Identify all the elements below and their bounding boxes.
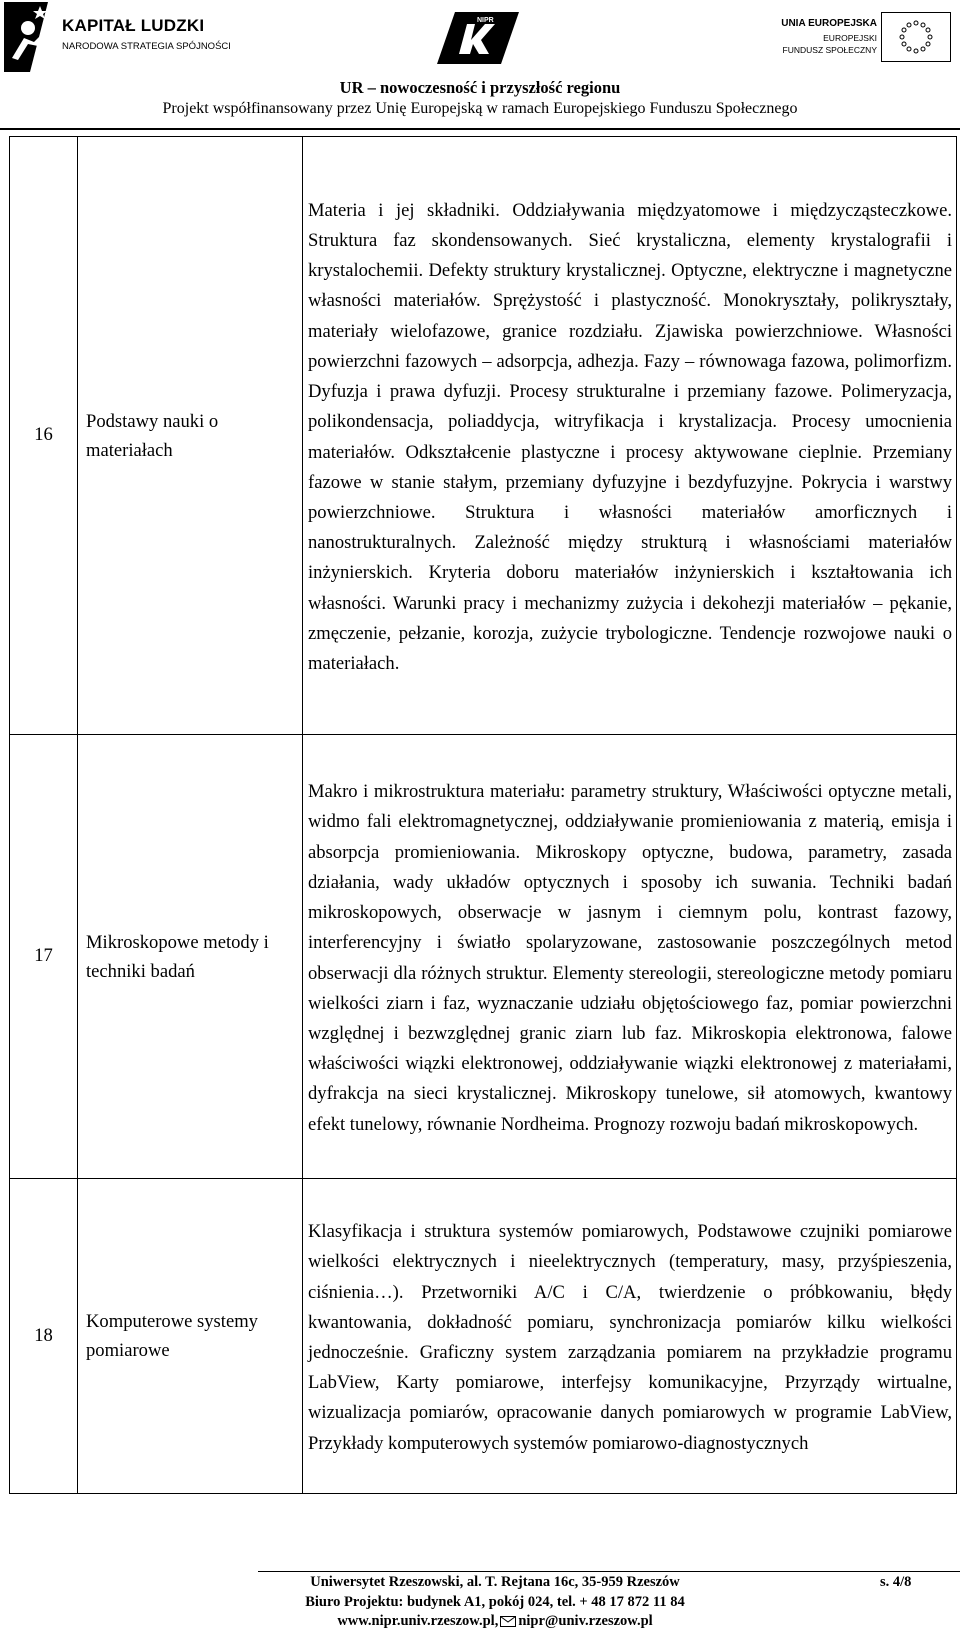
eu-logo-line3: FUNDUSZ SPOŁECZNY <box>782 45 877 55</box>
eu-logo <box>735 8 955 64</box>
table-row <box>10 137 957 735</box>
envelope-icon <box>500 1616 516 1627</box>
footer-email-link[interactable]: nipr@univ.rzeszow.pl <box>518 1613 653 1629</box>
footer-office: Biuro Projektu: budynek A1, pokój 024, tel. + 48 17 872 11 84 <box>305 1594 685 1610</box>
table-row <box>10 1179 957 1494</box>
row-number: 18 <box>10 1179 78 1494</box>
kapital-ludzki-subtitle: NARODOWA STRATEGIA SPÓJNOŚCI <box>62 41 231 52</box>
kapital-ludzki-title: KAPITAŁ LUDZKI <box>62 16 205 35</box>
row-subject: Komputerowe systemy pomiarowe <box>78 1179 303 1494</box>
row-number: 16 <box>10 137 78 735</box>
eu-flag-icon <box>881 12 951 62</box>
row-description: Klasyfikacja i struktura systemów pomiarowych, Podstawowe czujniki pomiarowe wielkości elektrycznych i nieelektrycznych (temperatury, masy, przyśpieszenia, ciśnienia…). Przetworniki A/C i C/A, twierdzenie o próbkowaniu, błędy kwantowania, dokładność pomiaru, synchronizacja pomiarów kilku wielkości jednocześnie. Graficzny system zarządzania pomiarem na przykładzie programu LabView, Karty pomiarowe, interfejsy komunikacyjne, Przyrządy wirtualne, wizualizacja pomiarów, opracowanie danych pomiarowych w programie LabView, Przykłady komputerowych systemów pomiarowo-diagnostycznych <box>303 1179 957 1494</box>
footer-address: Uniwersytet Rzeszowski, al. T. Rejtana 16c, 35-959 Rzeszów <box>310 1574 680 1590</box>
nipr-logo-icon <box>437 10 521 66</box>
kapital-ludzki-logo <box>4 2 231 72</box>
course-content-table <box>9 136 957 1494</box>
row-description: Materia i jej składniki. Oddziaływania międzyatomowe i międzycząsteczkowe. Struktura faz skondensowanych. Sieć krystaliczna, elementy krystalografii i krystalochemii. Defekty struktury krystalicznej. Optyczne, elektryczne i magnetyczne własności materiałów. Sprężystość i plastyczność. Monokryształy, polikryształy, materiały wielofazowe, granice rozdziału. Zjawiska powierzchniowe. Własności powierzchni fazowych – adsorpcja, adhezja. Fazy – równowaga fazowa, polimorfizm. Dyfuzja i prawa dyfuzji. Procesy strukturalne i przemiany fazowe. Polimeryzacja, polikondensacja, poliaddycja, witryfikacja i krystalizacja. Procesy umocnienia materiałów. Odkształcenie plastyczne i procesy aktywowane cieplnie. Przemiany fazowe w stanie stałym, przemiany dyfuzyjne i bezdyfuzyjne. Pokrycia i warstwy powierzchniowe. Struktura i własności materiałów amorficznych i nanostrukturalnych. Zależność między strukturą i własnościami materiałów inżynierskich. Kryteria doboru materiałów inżynierskich i kształtowania ich własności. Warunki pracy i mechanizmy zużycia i dekohezji materiałów – pękanie, zmęczenie, pełzanie, korozja, zużycie trybologiczne. Tendencje rozwojowe nauki o materiałach. <box>303 137 957 735</box>
table-row <box>10 735 957 1179</box>
nipr-logo-text: NIPR <box>477 17 494 24</box>
page-number: s. 4/8 <box>880 1574 912 1590</box>
row-description: Makro i mikrostruktura materiału: parametry struktury, Właściwości optyczne metali, widmo fali elektromagnetycznej, oddziaływanie promieniowania z materią, emisja i absorpcja promieniowania. Mikroskopy optyczne, budowa, parametry, zasada działania, wady układów optycznych i sposoby ich suwania. Techniki badań mikroskopowych, obserwacje w jasnym i ciemnym polu, kontrast fazowy, interferencyjny i światło spolaryzowane, zastosowanie poszczególnych metod obserwacji dla różnych struktur. Elementy stereologii, stereologiczne metody pomiaru wielkości ziarn i faz, wyznaczanie udziału objętościowego faz, pomiar powierzchni względnej i bezwzględnej granic ziarn lub faz. Mikroskopia elektronowa, falowe właściwości wiązki elektronowej, oddziaływanie wiązki elektronowej z materiałami, dyfrakcja na sieci krystalicznej. Mikroskopy tunelowe, sił atomowych, kwantowy efekt tunelowy, równanie Nordheima. Prognozy rozwoju badań mikroskopowych. <box>303 735 957 1179</box>
page-header <box>0 0 960 140</box>
footer-contact <box>230 1613 760 1630</box>
eu-logo-line1: UNIA EUROPEJSKA <box>781 18 877 29</box>
project-title: UR – nowoczesność i przyszłość regionu <box>339 78 621 97</box>
footer-website-link[interactable]: www.nipr.univ.rzeszow.pl, <box>337 1613 499 1629</box>
row-subject: Mikroskopowe metody i techniki badań <box>78 735 303 1179</box>
kapital-ludzki-emblem-icon <box>4 2 56 72</box>
project-subtitle: Projekt współfinansowany przez Unię Europejską w ramach Europejskiego Funduszu Społecznego <box>162 100 798 117</box>
nipr-logo <box>437 10 521 66</box>
row-subject: Podstawy nauki o materiałach <box>78 137 303 735</box>
footer-divider <box>258 1571 960 1572</box>
eu-logo-line2: EUROPEJSKI <box>823 33 877 43</box>
row-number: 17 <box>10 735 78 1179</box>
header-divider <box>0 128 960 130</box>
